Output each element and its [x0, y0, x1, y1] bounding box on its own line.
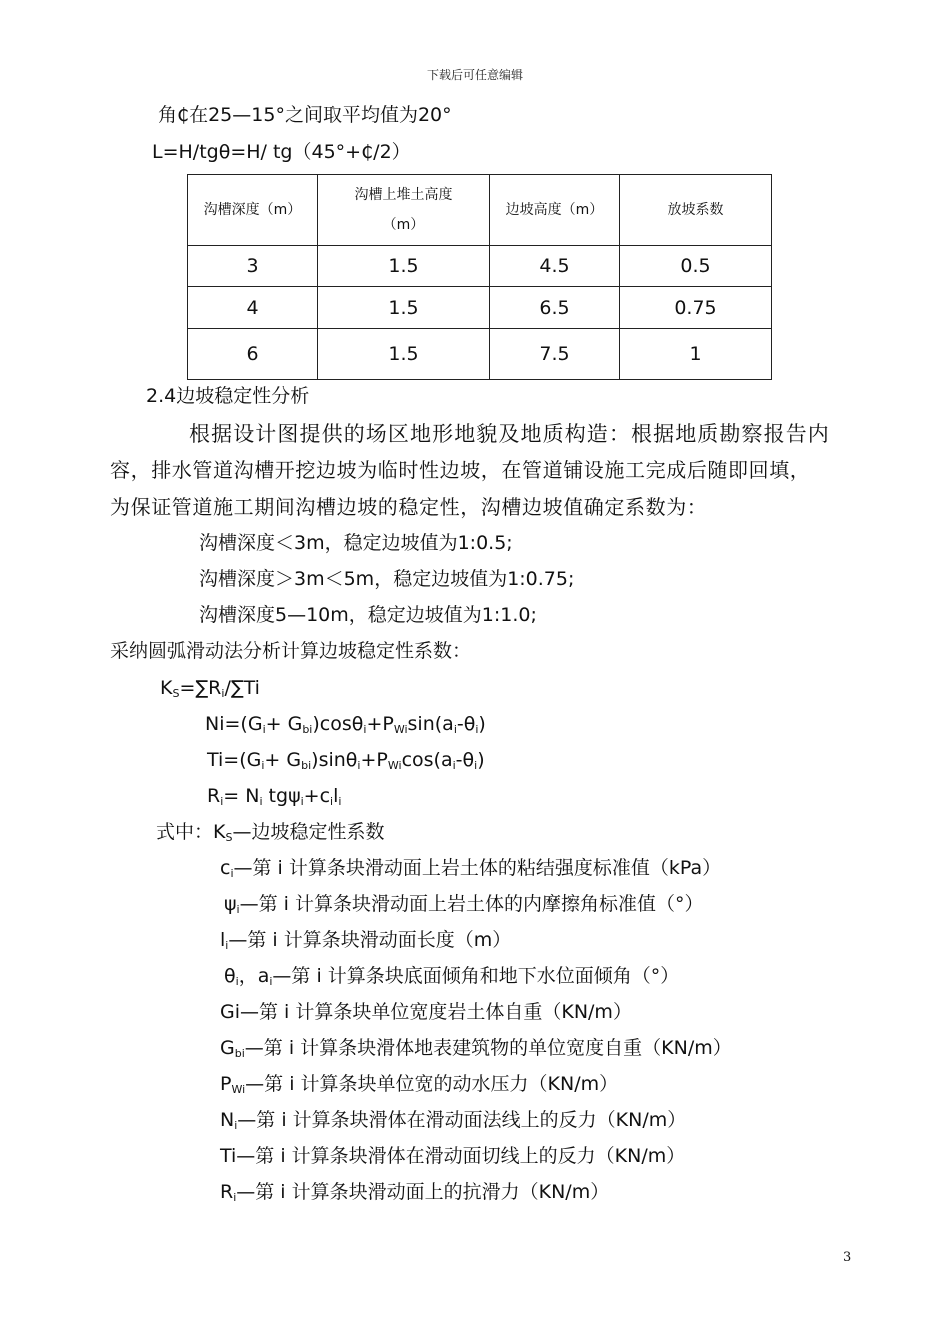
table-row	[188, 246, 772, 287]
header-pile-height-line1: 沟槽上堆土高度	[354, 187, 453, 203]
method-line: 采纳圆弧滑动法分析计算边坡稳定性系数：	[110, 640, 472, 662]
cell-slope-height: 4.5	[490, 246, 620, 287]
formula-L: L=H/tgθ=H/ tg（45°+₵/2）	[152, 141, 411, 163]
paragraph-line-2: 容，排水管道沟槽开挖边坡为临时性边坡，在管道铺设施工完成后随即回填，	[110, 458, 811, 482]
rule-line-3: 沟槽深度5—10m，稳定边坡值为1:1.0;	[199, 604, 537, 626]
table-row	[188, 329, 772, 380]
cell-pile: 1.5	[318, 246, 490, 287]
definition-gbi: $G_{bi}—$第 i 计算条块滑体地表建筑物的单位宽度自重（KN/m）	[220, 1037, 732, 1060]
cell-pile: 1.5	[318, 329, 490, 380]
cell-coef: 0.5	[620, 246, 772, 287]
header-pile-height	[318, 175, 490, 246]
page-number: 3	[843, 1250, 852, 1265]
table-header-row	[188, 175, 772, 246]
table-row	[188, 287, 772, 329]
definition-theta: $\theta_i$，$a_i—$第 i 计算条块底面倾角和地下水位面倾角（°）	[224, 965, 680, 988]
definitions-intro: 式中：$K_S—$边坡稳定性系数	[156, 821, 385, 844]
cell-coef: 1	[620, 329, 772, 380]
rule-line-1: 沟槽深度＜3m，稳定边坡值为1:0.5;	[199, 532, 513, 554]
cell-pile: 1.5	[318, 287, 490, 329]
definition-li: $l_i—$第 i 计算条块滑动面长度（m）	[220, 929, 512, 952]
formula-ti: $Ti=(G_i+ G_{bi})\sin\theta_i+P_{Wi}\cos(a_i-\theta_i)$	[207, 749, 485, 772]
cell-coef: 0.75	[620, 287, 772, 329]
paragraph-line-3: 为保证管道施工期间沟槽边坡的稳定性，沟槽边坡值确定系数为：	[110, 495, 708, 519]
formula-ks: $K_S=\sum R_i/\sum Ti$	[160, 677, 260, 700]
cell-depth: 4	[188, 287, 318, 329]
header-slope-coef: 放坡系数	[620, 175, 772, 246]
angle-line: 角₵在25—15°之间取平均值为20°	[158, 104, 452, 126]
formula-ri: $R_i= N_i$ $tg\psi_i+c_il_i$	[207, 785, 342, 808]
section-title: 2.4边坡稳定性分析	[146, 385, 310, 407]
cell-slope-height: 6.5	[490, 287, 620, 329]
header-slope-height: 边坡高度（m）	[490, 175, 620, 246]
definition-gi: Gi—第 i 计算条块单位宽度岩土体自重（KN/m）	[220, 1001, 632, 1023]
definition-psi: $\psi_i—$第 i 计算条块滑动面上岩土体的内摩擦角标准值（°）	[224, 893, 704, 916]
header-pile-height-line2: （m）	[382, 217, 425, 233]
page-header: 下载后可任意编辑	[426, 68, 523, 82]
formula-ni: $Ni=(G_i+ G_{bi})\cos\theta_i+P_{Wi}\sin(a_i-\theta_i)$	[205, 713, 486, 736]
definition-ri: $R_i—$第 i 计算条块滑动面上的抗滑力（KN/m）	[220, 1181, 610, 1204]
definition-ti: Ti—第 i 计算条块滑体在滑动面切线上的反力（KN/m）	[220, 1145, 686, 1167]
header-depth: 沟槽深度（m）	[188, 175, 318, 246]
cell-depth: 6	[188, 329, 318, 380]
cell-depth: 3	[188, 246, 318, 287]
definition-ni: $N_i—$第 i 计算条块滑体在滑动面法线上的反力（KN/m）	[220, 1109, 687, 1132]
slope-table	[187, 174, 772, 380]
definition-pwi: $P_{Wi}—$第 i 计算条块单位宽的动水压力（KN/m）	[220, 1073, 619, 1096]
rule-line-2: 沟槽深度＞3m＜5m，稳定边坡值为1:0.75;	[199, 568, 575, 590]
paragraph-line-1: 根据设计图提供的场区地形地貌及地质构造：根据地质勘察报告内	[189, 422, 830, 446]
cell-slope-height: 7.5	[490, 329, 620, 380]
definition-ci: $c_i—$第 i 计算条块滑动面上岩土体的粘结强度标准值（kPa）	[220, 857, 722, 880]
